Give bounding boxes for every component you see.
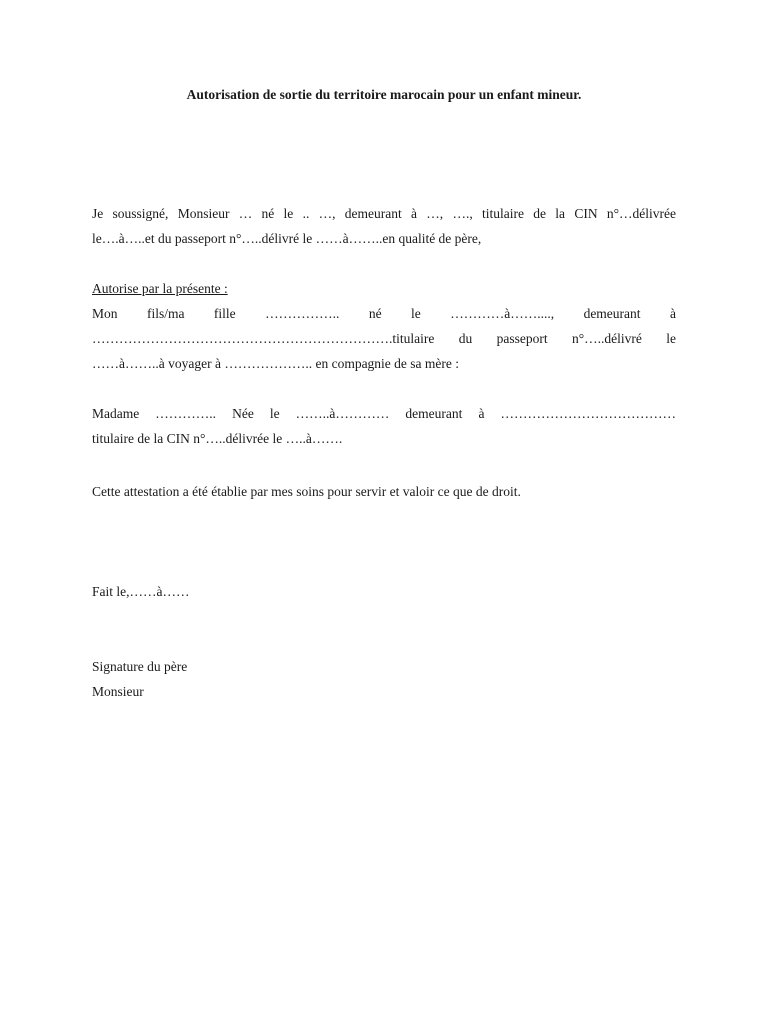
mother-line-1: Madame ………….. Née le ……..à………… demeurant à …………………………………	[92, 406, 676, 421]
authorization-line-3: ……à……..à voyager à ……………….. en compagnie de sa mère :	[92, 356, 460, 371]
place-date-paragraph	[92, 579, 676, 604]
intro-line-1: Je soussigné, Monsieur … né le .. …, demeurant à …, …., titulaire de la CIN n°…délivrée	[92, 206, 676, 221]
attestation-text: Cette attestation a été établie par mes soins pour servir et valoir ce que de droit.	[92, 484, 521, 499]
authorization-line-1: Mon fils/ma fille …………….. né le …………à……...., demeurant à	[92, 306, 676, 321]
signature-name: Monsieur	[92, 684, 144, 699]
document-title: Autorisation de sortie du territoire marocain pour un enfant mineur.	[186, 87, 582, 102]
authorization-paragraph	[92, 276, 676, 376]
authorization-line-2: ………………………………………………………….titulaire du passeport n°…..délivré le	[92, 331, 676, 346]
attestation-paragraph	[92, 479, 676, 504]
authorization-heading: Autorise par la présente :	[92, 281, 228, 296]
intro-line-2: le….à…..et du passeport n°…..délivré le ……à……..en qualité de père,	[92, 231, 482, 246]
signature-block	[92, 654, 676, 704]
place-date-text: Fait le,……à……	[92, 584, 190, 599]
mother-paragraph	[92, 401, 676, 451]
mother-line-2: titulaire de la CIN n°…..délivrée le …..à…….	[92, 431, 343, 446]
intro-paragraph	[92, 201, 676, 251]
signature-label: Signature du père	[92, 659, 188, 674]
